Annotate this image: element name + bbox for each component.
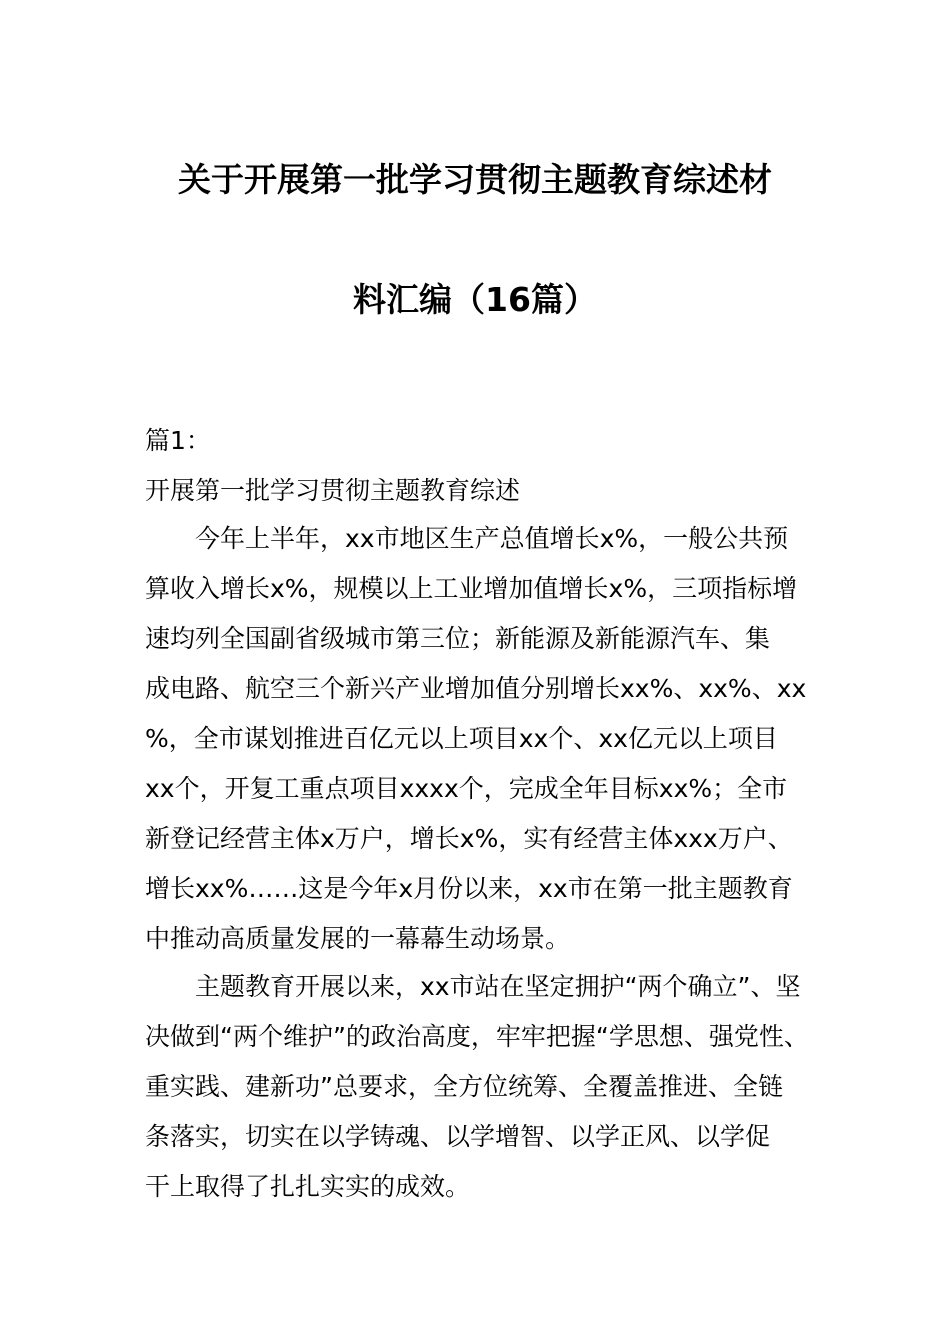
paragraph-line: %，全市谋划推进百亿元以上项目xx个、xx亿元以上项目 xyxy=(145,724,778,753)
paragraph-2 xyxy=(145,962,825,1212)
paragraph-line: 速均列全国副省级城市第三位；新能源及新能源汽车、集 xyxy=(145,624,771,653)
paragraph-line: 新登记经营主体x万户，增长x%，实有经营主体xxx万户、 xyxy=(145,824,793,853)
paragraph-line: 增长xx%……这是今年x月份以来，xx市在第一批主题教育 xyxy=(145,874,793,903)
document-title-line-2: 料汇编（16篇） xyxy=(353,280,597,319)
paragraph-line: 算收入增长x%，规模以上工业增加值增长x%，三项指标增 xyxy=(145,574,798,603)
section-heading: 开展第一批学习贯彻主题教育综述 xyxy=(145,476,521,505)
paragraph-line: 决做到“两个维护”的政治高度，牢牢把握“学思想、强党性、 xyxy=(145,1022,809,1051)
paragraph-line: 干上取得了扎扎实实的成效。 xyxy=(145,1172,471,1201)
document-title-line-1: 关于开展第一批学习贯彻主题教育综述材 xyxy=(178,160,772,199)
paragraph-line: 今年上半年，xx市地区生产总值增长x%，一般公共预 xyxy=(195,524,789,553)
section-label: 篇1： xyxy=(145,426,211,455)
paragraph-line: 条落实，切实在以学铸魂、以学增智、以学正风、以学促 xyxy=(145,1122,771,1151)
paragraph-line: 重实践、建新功”总要求，全方位统筹、全覆盖推进、全链 xyxy=(145,1072,783,1101)
paragraph-1 xyxy=(145,514,825,964)
paragraph-line: xx个，开复工重点项目xxxx个，完成全年目标xx%；全市 xyxy=(145,774,788,803)
paragraph-line: 成电路、航空三个新兴产业增加值分别增长xx%、xx%、xx xyxy=(145,674,807,703)
paragraph-line: 主题教育开展以来，xx市站在坚定拥护“两个确立”、坚 xyxy=(195,972,801,1001)
paragraph-line: 中推动高质量发展的一幕幕生动场景。 xyxy=(145,924,571,953)
